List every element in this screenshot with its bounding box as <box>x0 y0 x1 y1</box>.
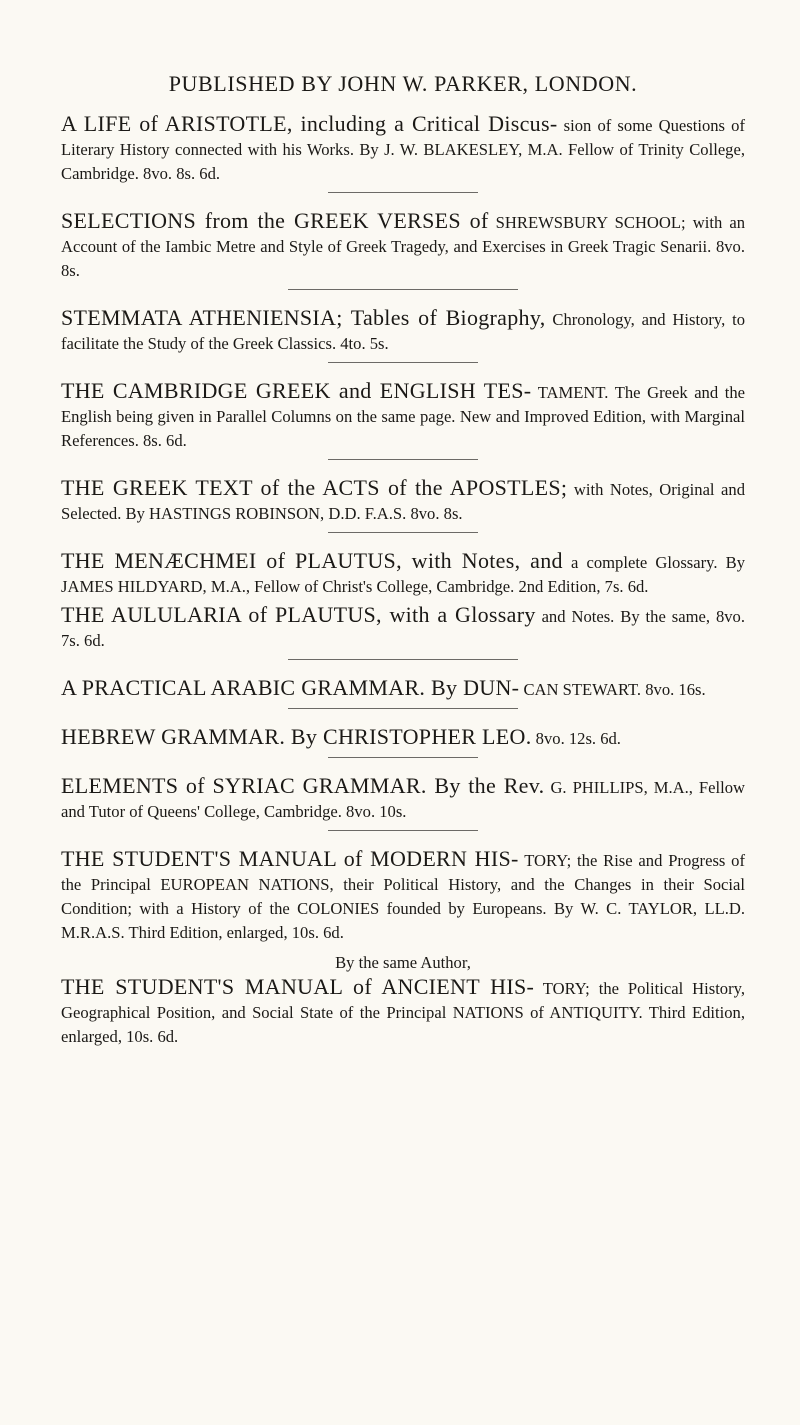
separator-rule <box>328 532 478 533</box>
book-entry-aulularia <box>61 603 745 653</box>
book-entry-syriac-grammar <box>61 774 745 824</box>
book-description: TORY; the Rise and Progress of the Principal EUROPEAN NATIONS, their Political History, and the Changes in their Social Condition; with a History of the COLONIES founded by Europeans. By W. C. TAYLOR, LL.D. M.R.A.S. Third Edition, enlarged, 10s. 6d. <box>61 851 745 942</box>
book-description: a complete Glossary. By JAMES HILDYARD, M.A., Fellow of Christ's College, Cambridge. 2nd Edition, 7s. 6d. <box>61 553 745 596</box>
separator-rule <box>328 459 478 460</box>
book-entry-hebrew-grammar <box>61 725 745 751</box>
publisher-header: PUBLISHED BY JOHN W. PARKER, LONDON. <box>168 71 638 96</box>
book-description: TAMENT. The Greek and the English being given in Parallel Columns on the same page. New and Improved Edition, with Marginal References. 8s. 6d. <box>61 383 745 450</box>
book-description: SHREWSBURY SCHOOL; with an Account of the Iambic Metre and Style of Greek Tragedy, and Exercises in Greek Tragic Senarii. 8vo. 8s. <box>61 213 746 280</box>
book-description: 8vo. 12s. 6d. <box>535 729 621 748</box>
book-description: and Notes. By the same, 8vo. 7s. 6d. <box>61 607 745 650</box>
book-title: A LIFE of ARISTOTLE, including a Critical Discus- <box>61 111 558 136</box>
separator-rule <box>328 830 478 831</box>
book-entry-menaechmei <box>61 549 745 599</box>
separator-rule <box>328 362 478 363</box>
book-title: SELECTIONS from the GREEK VERSES of <box>61 208 489 233</box>
book-title: THE MENÆCHMEI of PLAUTUS, with Notes, and <box>61 548 563 573</box>
book-title: ELEMENTS of SYRIAC GRAMMAR. By the Rev. <box>61 773 545 798</box>
book-entry-aristotle <box>61 112 745 186</box>
book-description: CAN STEWART. 8vo. 16s. <box>523 680 706 699</box>
book-entry-selections-greek-verses <box>61 209 745 283</box>
book-entry-acts-apostles <box>61 476 745 526</box>
separator-rule <box>288 708 518 709</box>
book-title: THE GREEK TEXT of the ACTS of the APOSTLES; <box>61 475 568 500</box>
book-description: with Notes, Original and Selected. By HASTINGS ROBINSON, D.D. F.A.S. 8vo. 8s. <box>61 480 745 523</box>
book-title: THE STUDENT'S MANUAL of MODERN HIS- <box>61 846 519 871</box>
book-description: G. PHILLIPS, M.A., Fellow and Tutor of Queens' College, Cambridge. 8vo. 10s. <box>61 778 745 821</box>
catalogue-page <box>61 70 745 1049</box>
separator-rule <box>288 659 518 660</box>
book-entry-modern-history <box>61 847 745 945</box>
book-entry-ancient-history <box>61 975 745 1049</box>
separator-rule <box>328 192 478 193</box>
book-entry-cambridge-testament <box>61 379 745 453</box>
book-title: THE STUDENT'S MANUAL of ANCIENT HIS- <box>61 974 535 999</box>
book-title: A PRACTICAL ARABIC GRAMMAR. By DUN- <box>61 675 520 700</box>
book-description: sion of some Questions of Literary History connected with his Works. By J. W. BLAKESLEY, M.A. Fellow of Trinity College, Cambridge. 8vo. 8s. 6d. <box>61 116 745 183</box>
book-entry-arabic-grammar <box>61 676 745 702</box>
book-title: THE CAMBRIDGE GREEK and ENGLISH TES- <box>61 378 532 403</box>
same-author-note: By the same Author, <box>335 953 471 972</box>
separator-rule <box>328 757 478 758</box>
book-description: TORY; the Political History, Geographical Position, and Social State of the Principal NATIONS of ANTIQUITY. Third Edition, enlarged, 10s. 6d. <box>61 979 745 1046</box>
book-title: THE AULULARIA of PLAUTUS, with a Glossary <box>61 602 536 627</box>
separator-rule <box>288 289 518 290</box>
book-description: Chronology, and History, to facilitate the Study of the Greek Classics. 4to. 5s. <box>61 310 746 353</box>
book-title: HEBREW GRAMMAR. By CHRISTOPHER LEO. <box>61 724 532 749</box>
book-entry-stemmata-atheniensia <box>61 306 745 356</box>
book-title: STEMMATA ATHENIENSIA; Tables of Biography, <box>61 305 546 330</box>
